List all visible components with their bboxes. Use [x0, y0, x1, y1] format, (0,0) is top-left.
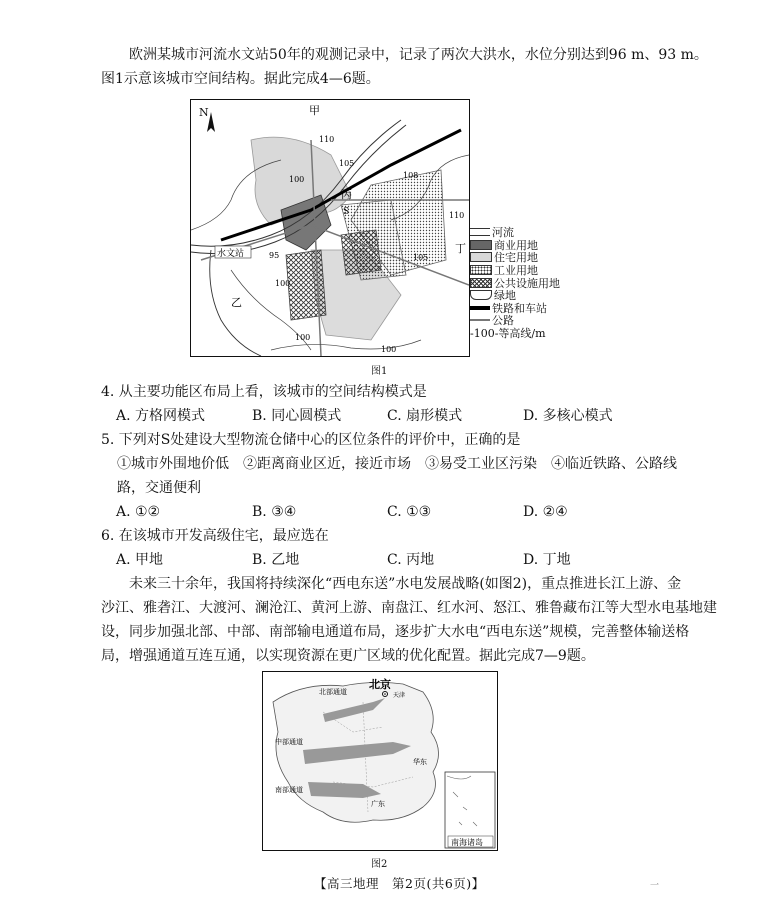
hydrological-station-label: 水文站 [217, 249, 245, 259]
figure-1-caption: 图1 [371, 366, 388, 377]
q4-option-b: B. 同心圆模式 [252, 408, 342, 424]
legend-item-green: 绿地 [470, 289, 590, 302]
passage-2-line-3: 设，同步加强北部、中部、南部输电通道布局，逐步扩大水电“西电东送”规模，完善整体输送格 [101, 624, 690, 640]
q4-option-a: A. 方格网模式 [116, 408, 206, 424]
public-facility-area [286, 250, 326, 320]
place-jia: 甲 [309, 104, 320, 117]
legend-item-railway: 铁路和车站 [470, 302, 590, 315]
passage-2-line-4: 局，增强通道互连互通，以实现资源在更广区域的优化配置。据此完成7—9题。 [101, 648, 595, 664]
q6-option-b: B. 乙地 [252, 552, 300, 568]
figure-1-map [190, 99, 470, 357]
guangdong-label: 广东 [371, 800, 385, 808]
figure-2-map [262, 671, 498, 851]
contour-label: 100 [275, 279, 291, 288]
legend-item-river: 河流 [470, 226, 590, 239]
q5-option-a: A. ①② [116, 504, 161, 520]
q6-option-a: A. 甲地 [116, 552, 164, 568]
contour-label: 110 [319, 135, 335, 144]
page-footer: 【高三地理 第2页(共6页)】 [314, 876, 485, 891]
q5-option-d: D. ②④ [523, 504, 568, 520]
contour-label: 100 [381, 345, 397, 354]
figure-1-legend [470, 226, 590, 339]
intro-line-1: 欧洲某城市河流水文站50年的观测记录中，记录了两次大洪水，水位分别达到96 m、93 m。 [129, 47, 708, 63]
legend-item-public: 公共设施用地 [470, 276, 590, 289]
q6-option-c: C. 丙地 [387, 552, 435, 568]
question-5-stem: 5. 下列对S处建设大型物流仓储中心的区位条件的评价中，正确的是 [101, 432, 521, 448]
passage-2-line-1: 未来三十余年，我国将持续深化“西电东送”水电发展战略(如图2)，重点推进长江上游、金 [129, 576, 682, 592]
city-structure-map [191, 100, 469, 356]
q4-option-d: D. 多核心模式 [523, 408, 613, 424]
middle-channel-label: 中部通道 [275, 738, 303, 746]
legend-item-commercial: 商业用地 [470, 239, 590, 252]
place-bing: 丙 [341, 188, 352, 201]
compass-label: N [199, 106, 209, 119]
question-6-stem: 6. 在该城市开发高级住宅，最应选在 [101, 528, 329, 544]
beijing-label: 北京 [369, 678, 391, 691]
q5-items-line-2: 路，交通便利 [117, 480, 201, 496]
tianjin-label: 天津 [393, 692, 406, 699]
public-facility-area [341, 230, 381, 275]
contour-label: 100 [289, 175, 305, 184]
question-4-stem: 4. 从主要功能区布局上看，该城市的空间结构模式是 [101, 384, 427, 400]
figure-2-caption: 图2 [371, 859, 388, 870]
south-channel-label: 南部通道 [275, 786, 303, 794]
place-yi: 乙 [231, 296, 242, 309]
contour-label: 105 [339, 159, 355, 168]
footer-mark: 一 [650, 881, 660, 891]
place-ding: 丁 [455, 242, 466, 255]
q5-option-c: C. ①③ [387, 504, 432, 520]
q4-option-c: C. 扇形模式 [387, 408, 463, 424]
contour-label: 110 [449, 211, 465, 220]
intro-line-2: 图1示意该城市空间结构。据此完成4—6题。 [101, 71, 380, 87]
legend-item-industrial: 工业用地 [470, 264, 590, 277]
west-east-power-map [263, 672, 497, 850]
contour-label: 95 [269, 251, 280, 260]
legend-item-road: 公路 [470, 314, 590, 327]
q5-items-line-1: ①城市外围地价低 ②距离商业区近，接近市场 ③易受工业区污染 ④临近铁路、公路线 [117, 456, 677, 472]
legend-item-contour: -100-等高线/m [470, 327, 546, 341]
east-china-label: 华东 [413, 758, 427, 766]
contour-label: 105 [413, 253, 429, 262]
passage-2-line-2: 沙江、雅砻江、大渡河、澜沧江、黄河上游、南盘江、红水河、怒江、雅鲁藏布江等大型水电基地建 [101, 600, 717, 616]
north-channel-label: 北部通道 [319, 688, 347, 696]
contour-line [271, 340, 421, 350]
q5-option-b: B. ③④ [252, 504, 297, 520]
contour-label: 100 [295, 333, 311, 342]
legend-item-residential: 住宅用地 [470, 251, 590, 264]
q6-option-d: D. 丁地 [523, 552, 571, 568]
contour-label: 108 [403, 171, 419, 180]
place-s: S [343, 207, 350, 217]
inset-label: 南海诸岛 [451, 838, 483, 847]
